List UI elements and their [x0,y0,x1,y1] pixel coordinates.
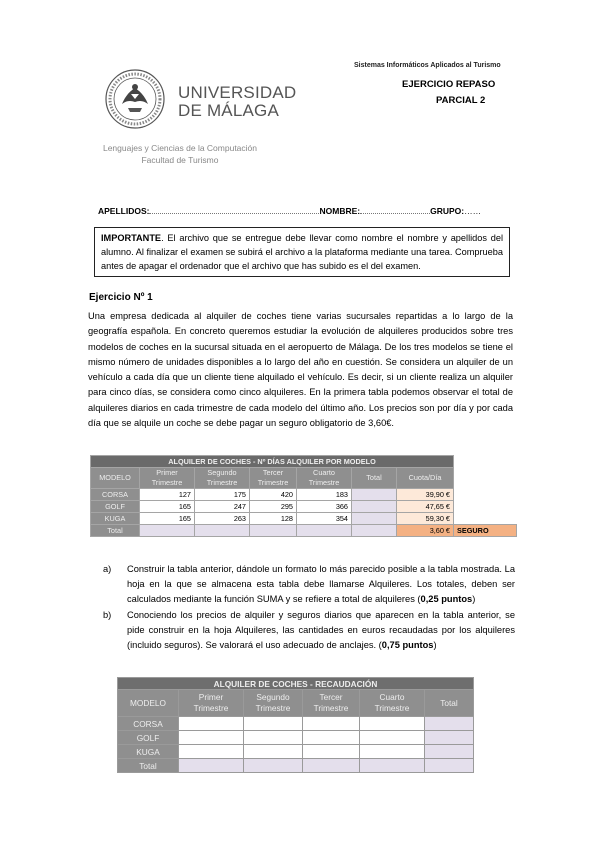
table2-col-q4: Cuarto Trimestre [360,690,425,717]
table1-col-model: MODELO [91,468,140,489]
row-total-label: Total [91,525,140,537]
revenue-table [117,677,474,773]
row-total-label: Total [118,759,179,773]
cell-q1: 165 [140,513,195,525]
name-field[interactable] [360,205,430,214]
table-row [91,513,517,525]
name-label: NOMBRE: [319,206,361,216]
table1-col-q1: Primer Trimestre [140,468,195,489]
exam-partial: PARCIAL 2 [436,95,486,106]
table2-col-q2: Segundo Trimestre [244,690,303,717]
table-row [118,717,474,731]
insurance-value: 3,60 € [397,525,454,537]
surname-label: APELLIDOS: [98,206,150,216]
cell-q2: 175 [195,489,250,501]
cell-total-q4 [297,525,352,537]
exercise-heading: Ejercicio Nº 1 [89,292,153,303]
exercise-paragraph: Una empresa dedicada al alquiler de coches tiene varias sucursales repartidas a lo largo de la geografía española. En concreto queremos estudiar la evolución de alquileres producidos sobre tres modelos de coches en la sucursal situada en el aeropuerto de Málaga. De los tres modelos se tiene el mismo número de unidades disponibles a lo largo del año en cuestión. Se considera un alquiler de un vehículo a cada día que un cliente tiene alquilado el vehículo. Es decir, si un cliente realiza un alquiler para cinco días, se considera como cinco alquileres. En la primera tabla podemos observar el total de alquileres diarios en cada trimestre de cada modelo del último año. Los precios son por día y por cada día que se alquile un coche se debe pagar un seguro obligatorio de 3,60€. [88,311,513,429]
task-text: Conociendo los precios de alquiler y seguros diarios que aparecen en la tabla anterior, se pide construir en la hoja Alquileres, las cantidades en euros recaudadas por los alquileres (incluido seguros). Se valorará el uso adecuado de anclajes. (0,75 puntos) [127,610,515,650]
table-row [91,489,517,501]
table-row [118,731,474,745]
list-item [103,608,515,652]
table2-col-total: Total [425,690,474,717]
row-model: CORSA [91,489,140,501]
table1-col-total: Total [352,468,397,489]
university-name: UNIVERSIDAD DE MÁLAGA [178,83,297,120]
cell-total [352,513,397,525]
cell-total-q2 [195,525,250,537]
cell-quota: 47,65 € [397,501,454,513]
table-row-total [118,759,474,773]
cell-q1: 127 [140,489,195,501]
cell-q4: 366 [297,501,352,513]
table2-col-q3: Tercer Trimestre [303,690,360,717]
cell-q4: 183 [297,489,352,501]
cell-q3: 295 [250,501,297,513]
important-text: . El archivo que se entregue debe llevar como nombre el nombre y apellidos del alumno. Al finalizar el examen se subirá el archivo a la plataforma mediante una tarea. Comprueba antes de apagar el ordenador que el archivo que has subido es el del examen. [101,233,503,271]
task-text: Construir la tabla anterior, dándole un formato lo más parecido posible a la tabla mostrada. La hoja en la que se almacena esta tabla debe llamarse Alquileres. Los totales, deben ser calculados mediante la función SUMA y se refiere a total de alquileres (0,25 puntos) [127,564,515,604]
insurance-label: SEGURO [454,525,517,537]
cell-q4: 354 [297,513,352,525]
list-item [103,562,515,606]
row-model: GOLF [91,501,140,513]
table-row-total [91,525,517,537]
table2-col-q1: Primer Trimestre [179,690,244,717]
cell-total-q1 [140,525,195,537]
group-field[interactable]: …… [464,206,482,216]
table1-col-q4: Cuarto Trimestre [297,468,352,489]
cell-q2: 247 [195,501,250,513]
course-name: Sistemas Informáticos Aplicados al Turismo [354,62,501,69]
cell-total [352,501,397,513]
important-lead: IMPORTANTE [101,233,162,243]
cell-q3: 420 [250,489,297,501]
cell-q2: 263 [195,513,250,525]
group-label: GRUPO: [430,206,465,216]
row-model: KUGA [118,745,179,759]
task-list [103,562,515,655]
table1-col-quota: Cuota/Día [397,468,454,489]
task-label: b) [103,610,112,621]
cell-total-q3 [250,525,297,537]
row-model: KUGA [91,513,140,525]
cell-q1: 165 [140,501,195,513]
cell-q3: 128 [250,513,297,525]
table2-col-model: MODELO [118,690,179,717]
important-notice [94,227,510,277]
table2-title: ALQUILER DE COCHES - RECAUDACIÓN [118,678,474,690]
table-row [91,501,517,513]
table1-title: ALQUILER DE COCHES - Nº DÍAS ALQUILER POR MODELO [91,456,454,468]
table-row [118,745,474,759]
cell-total [352,489,397,501]
university-seal-logo [104,68,166,130]
row-model: CORSA [118,717,179,731]
exam-title: EJERCICIO REPASO [402,79,496,90]
table1-col-q3: Tercer Trimestre [250,468,297,489]
task-label: a) [103,564,112,574]
student-info-line [98,205,513,216]
row-model: GOLF [118,731,179,745]
cell-grand-total [352,525,397,537]
surname-field[interactable] [149,205,319,214]
table1-col-q2: Segundo Trimestre [195,468,250,489]
cell-quota: 39,90 € [397,489,454,501]
department-name: Lenguajes y Ciencias de la Computación Facultad de Turismo [102,143,258,165]
cell-quota: 59,30 € [397,513,454,525]
rental-days-table [90,455,517,537]
